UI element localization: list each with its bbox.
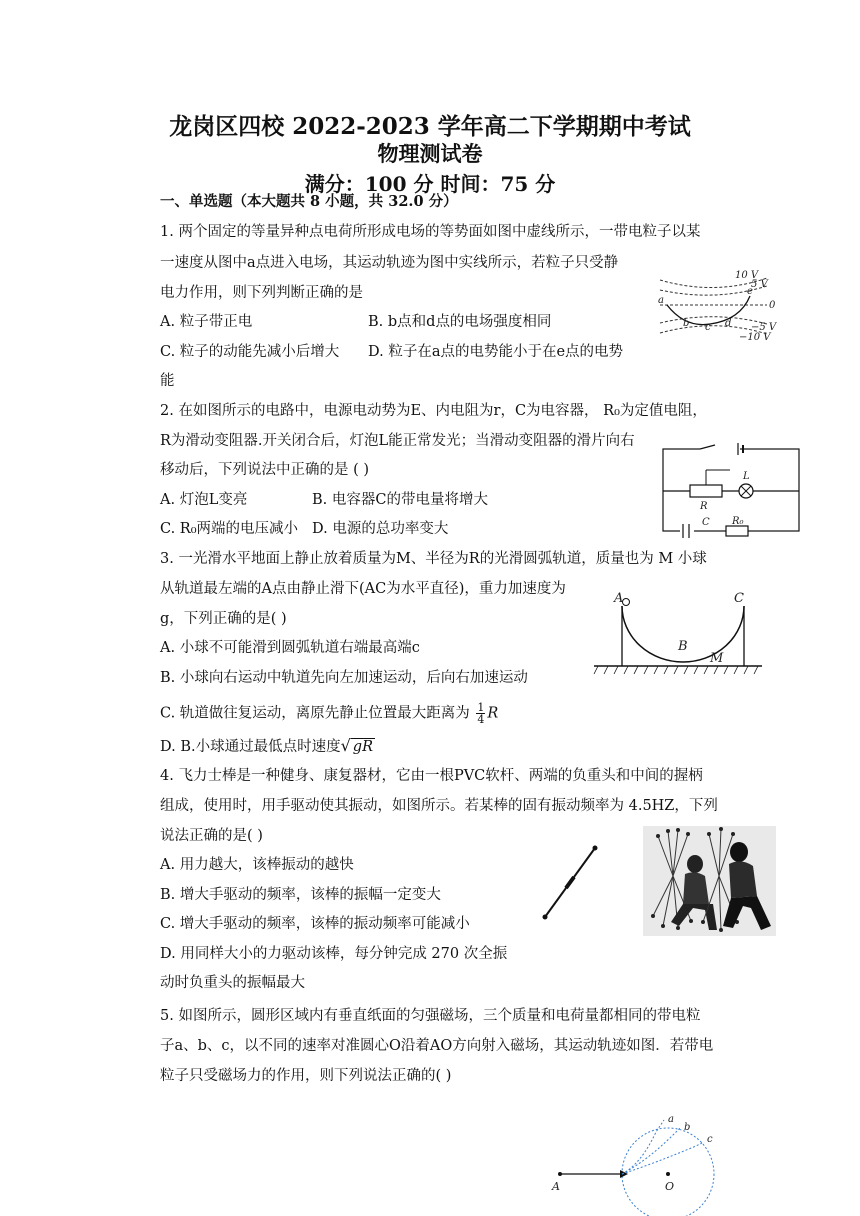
q1-option-d: D. 粒子在a点的电势能小于在e点的电势 xyxy=(368,344,624,360)
q1-option-b: B. b点和d点的电场强度相同 xyxy=(368,314,552,330)
q5-label-b: b xyxy=(684,1122,691,1133)
q3-label-M: M xyxy=(710,651,724,666)
q3-sqrt-arg: gR xyxy=(352,739,373,755)
sqrt-symbol: √ xyxy=(340,736,351,755)
q2-label-L: L xyxy=(743,471,750,482)
q3-fraction-num: 1 xyxy=(477,701,485,714)
q4-exercise-photo xyxy=(643,826,776,936)
q5-magnetic-field-figure xyxy=(546,1112,746,1216)
q2-circuit-figure xyxy=(660,445,800,535)
q3-option-c-tail: R xyxy=(487,705,499,722)
q4-option-d-cont: 动时负重头的振幅最大 xyxy=(160,975,305,991)
q1-label-0v: 0 xyxy=(769,300,776,311)
q4-option-d: D. 用同样大小的力驱动该棒，每分钟完成 270 次全振 xyxy=(160,946,508,962)
q3-option-c xyxy=(160,702,498,725)
q3-option-d xyxy=(160,736,375,757)
q1-stem-line2: 一速度从图中a点进入电场，其运动轨迹为图中实线所示，若粒子只受静 xyxy=(160,255,619,271)
q5-stem-line1: 5. 如图所示，圆形区域内有垂直纸面的匀强磁场，三个质量和电荷量都相同的带电粒 xyxy=(160,1008,701,1024)
q4-option-c: C. 增大手驱动的频率，该棒的振动频率可能减小 xyxy=(160,916,470,932)
q3-label-A: A xyxy=(614,591,624,606)
q5-label-c: c xyxy=(707,1134,713,1145)
q4-option-b: B. 增大手驱动的频率，该棒的振幅一定变大 xyxy=(160,887,441,903)
q1-equipotential-figure xyxy=(655,268,780,343)
q3-track-figure xyxy=(592,588,764,678)
q3-option-a: A. 小球不可能滑到圆弧轨道右端最高端c xyxy=(160,640,420,656)
q5-label-a: a xyxy=(668,1114,674,1125)
q1-option-c: C. 粒子的动能先减小后增大 xyxy=(160,344,340,360)
q2-option-d: D. 电源的总功率变大 xyxy=(312,521,449,537)
q3-label-B: B xyxy=(678,639,688,654)
q1-stem-line3: 电力作用，则下列判断正确的是 xyxy=(160,285,363,301)
q3-option-d-text: D. B.小球通过最低点时速度 xyxy=(160,739,341,755)
q3-stem-line3: g，下列正确的是( ) xyxy=(160,611,287,627)
q1-point-e: e xyxy=(747,286,753,297)
q3-stem-line2: 从轨道最左端的A点由静止滑下(AC为水平直径)，重力加速度为 xyxy=(160,581,566,597)
q1-label-5v: 5 V xyxy=(751,279,768,290)
q3-fraction-den: 4 xyxy=(477,713,485,726)
q4-stem-line2: 组成，使用时，用手驱动使其振动，如图所示。若某棒的固有振动频率为 4.5HZ，下列 xyxy=(160,798,718,814)
q3-option-c-text: C. 轨道做往复运动，离原先静止位置最大距离为 xyxy=(160,705,470,722)
q2-label-R0: R₀ xyxy=(732,516,744,527)
q1-point-c: c xyxy=(705,322,711,333)
q2-stem-line1: 2. 在如图所示的电路中，电源电动势为E、内电阻为r，C为电容器， R₀为定值电阻， xyxy=(160,403,707,419)
q3-fraction xyxy=(476,702,485,725)
q4-option-a: A. 用力越大，该棒振动的越快 xyxy=(160,857,354,873)
q1-option-a: A. 粒子带正电 xyxy=(160,314,253,330)
q5-stem-line2: 子a、b、c，以不同的速率对准圆心O沿着AO方向射入磁场，其运动轨迹如图．若带电 xyxy=(160,1038,714,1054)
q2-option-a: A. 灯泡L变亮 xyxy=(160,492,248,508)
q5-label-A: A xyxy=(552,1180,560,1193)
score-time: 满分：100 分 时间：75 分 xyxy=(304,172,556,196)
q1-point-d: d xyxy=(725,318,732,329)
q2-label-C: C xyxy=(702,517,710,528)
exam-subtitle: 物理测试卷 xyxy=(377,141,483,166)
section-heading: 一、单选题（本大题共 8 小题，共 32.0 分） xyxy=(160,193,458,210)
q3-label-C: C xyxy=(734,591,744,606)
q1-point-b: b xyxy=(683,318,690,329)
q1-label-m10v: −10 V xyxy=(739,332,771,343)
q5-label-O: O xyxy=(665,1180,675,1193)
q2-label-R: R xyxy=(700,501,708,512)
q1-stem-line1: 1. 两个固定的等量异种点电荷所形成电场的等势面如图中虚线所示，一带电粒子以某 xyxy=(160,224,701,240)
q2-option-b: B. 电容器C的带电量将增大 xyxy=(312,492,488,508)
q2-stem-line2: R为滑动变阻器.开关闭合后，灯泡L能正常发光；当滑动变阻器的滑片向右 xyxy=(160,433,635,449)
q3-option-b: B. 小球向右运动中轨道先向左加速运动，后向右加速运动 xyxy=(160,670,528,686)
q1-point-a: a xyxy=(658,295,664,306)
exam-title: 龙岗区四校 2022-2023 学年高二下学期期中考试 xyxy=(169,113,691,140)
q1-option-d-cont: 能 xyxy=(160,373,175,389)
q1-label-10v: 10 V xyxy=(735,270,759,281)
q2-option-c: C. R₀两端的电压减小 xyxy=(160,521,299,537)
q2-stem-line3: 移动后，下列说法中正确的是 ( ) xyxy=(160,462,370,478)
q4-stem-line1: 4. 飞力士棒是一种健身、康复器材，它由一根PVC软杆、两端的负重头和中间的握柄 xyxy=(160,768,703,784)
q4-stem-line3: 说法正确的是( ) xyxy=(160,828,263,844)
q1-label-m5v: −5 V xyxy=(751,322,777,333)
q5-stem-line3: 粒子只受磁场力的作用，则下列说法正确的( ) xyxy=(160,1068,452,1084)
q4-flexibar-figure xyxy=(540,845,600,920)
q3-stem-line1: 3. 一光滑水平地面上静止放着质量为M、半径为R的光滑圆弧轨道，质量也为 M 小球 xyxy=(160,551,707,567)
